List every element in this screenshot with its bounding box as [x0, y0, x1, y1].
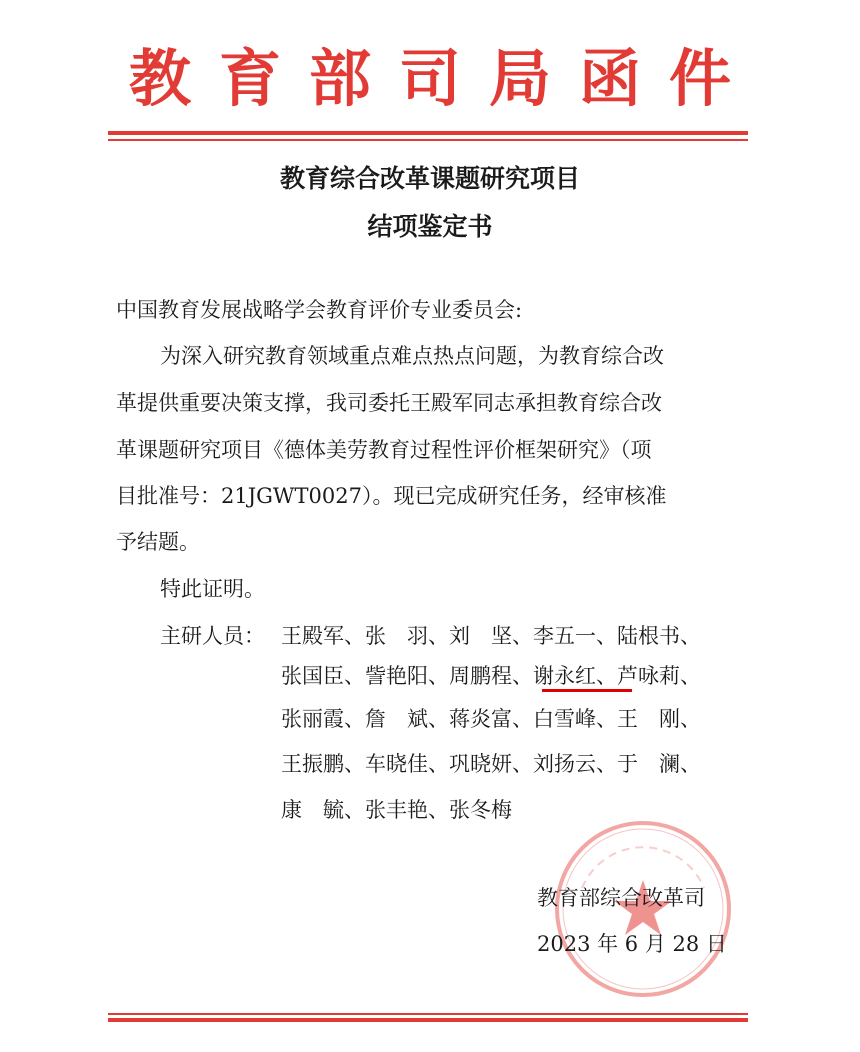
body-line-5: 予结题。 [116, 530, 200, 554]
signature-date: 2023 年 6 月 28 日 [537, 932, 727, 956]
researcher-line-3: 张丽霞、詹 斌、蒋炎富、白雪峰、王 刚、 [281, 707, 701, 731]
researcher-line-1: 王殿军、张 羽、刘 坚、李五一、陆根书、 [281, 624, 701, 648]
certify-text: 特此证明。 [160, 577, 265, 601]
letterhead-rule-top [108, 131, 748, 135]
researchers-label: 主研人员： [160, 624, 265, 648]
letterhead-title: 教育部司局函件 [128, 42, 759, 115]
researcher-line-4: 王振鹏、车晓佳、巩晓妍、刘扬云、于 澜、 [281, 752, 701, 776]
letterhead-rule-thin [108, 139, 748, 141]
highlight-underline [542, 689, 632, 692]
body-line-3: 革课题研究项目《德体美劳教育过程性评价框架研究》（项 [116, 438, 652, 462]
signature-organization: 教育部综合改革司 [537, 886, 705, 910]
researcher-line-5: 康 毓、张丰艳、张冬梅 [281, 798, 512, 822]
footer-rule-bottom [108, 1018, 748, 1022]
addressee: 中国教育发展战略学会教育评价专业委员会: [116, 298, 523, 322]
body-line-1: 为深入研究教育领域重点难点热点问题，为教育综合改 [160, 344, 664, 368]
footer-rule-thin [108, 1013, 748, 1015]
body-line-2: 革提供重要决策支撑，我司委托王殿军同志承担教育综合改 [116, 391, 662, 415]
document-title-line1: 教育综合改革课题研究项目 [279, 164, 580, 193]
researcher-line-2: 张国臣、訾艳阳、周鹏程、谢永红、芦咏莉、 [281, 664, 701, 688]
document-title-line2: 结项鉴定书 [367, 212, 493, 241]
body-line-4: 目批准号：21JGWT0027）。现已完成研究任务，经审核准 [116, 484, 667, 508]
